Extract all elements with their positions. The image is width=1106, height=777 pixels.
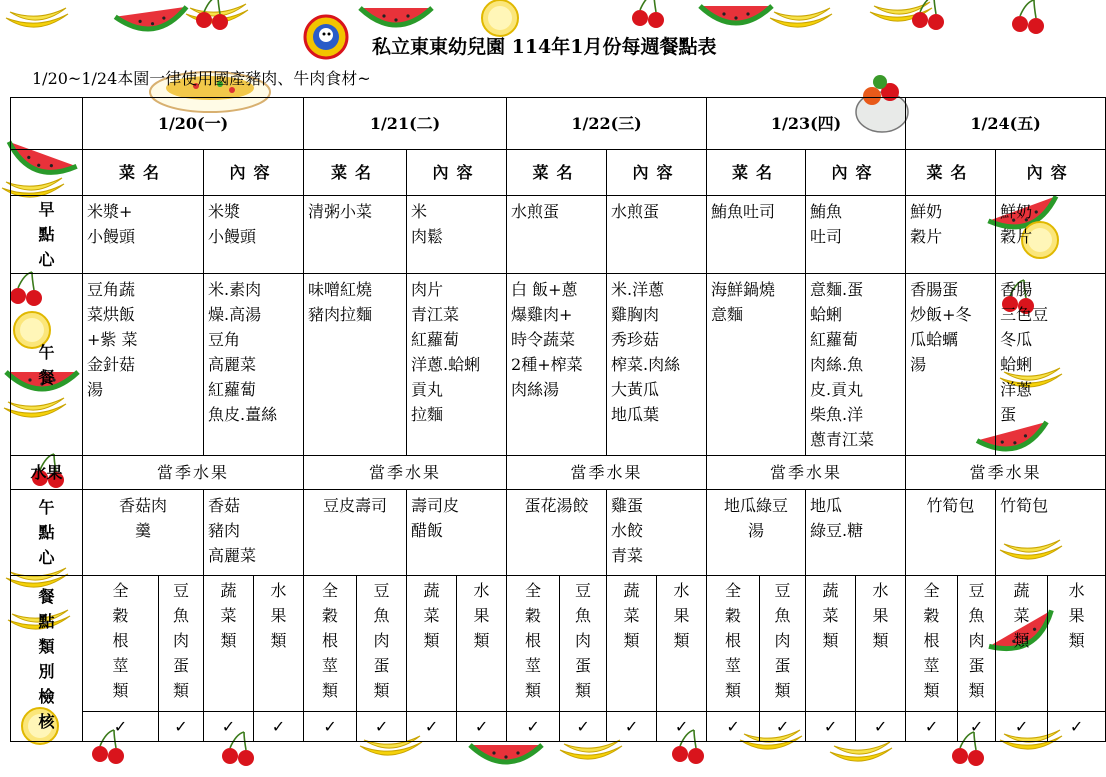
food-category-char: 根 (525, 631, 542, 650)
lunch-dish-line: 意麵 (711, 305, 744, 324)
weekly-menu-table (10, 97, 1106, 742)
snack-label (11, 490, 83, 576)
food-category-char: 肉 (575, 631, 592, 650)
food-category (507, 576, 560, 712)
lunch-dish-line: 白 飯+蔥 (511, 280, 578, 299)
food-category-char: 魚 (373, 606, 390, 625)
food-category-char: 蛋 (575, 656, 592, 675)
breakfast-dish (906, 196, 996, 274)
food-category-char: 豆 (968, 581, 985, 600)
lunch-dish-line: +紫 菜 (87, 330, 138, 349)
lunch-row (11, 274, 1106, 456)
snack-dish (507, 490, 607, 576)
corner-cell (11, 98, 83, 150)
food-category (760, 576, 806, 712)
food-category-char: 全 (525, 581, 542, 600)
food-category (657, 576, 707, 712)
food-category-char: 魚 (968, 606, 985, 625)
food-category-char: 蔬 (220, 581, 237, 600)
breakfast-dish-line: 穀片 (910, 227, 943, 246)
food-category-char: 豆 (373, 581, 390, 600)
food-category-char: 全 (322, 581, 339, 600)
food-category-char: 果 (673, 606, 690, 625)
check-mark: ✓ (457, 712, 507, 742)
lunch-dish-line: 炒飯+冬 (910, 305, 972, 324)
check-mark: ✓ (856, 712, 906, 742)
lunch-content (204, 274, 304, 456)
breakfast-label-char: 心 (38, 250, 55, 269)
lunch-content-line: 貢丸 (411, 380, 444, 399)
food-category (254, 576, 304, 712)
lunch-content-line: 雞胸肉 (611, 305, 660, 324)
food-category-char: 穀 (112, 606, 129, 625)
food-category-char: 穀 (923, 606, 940, 625)
lunch-dish-line: 2種+榨菜 (511, 355, 583, 374)
food-category-char: 水 (270, 581, 287, 600)
food-category (457, 576, 507, 712)
dish-header: 菜名 (707, 150, 806, 196)
food-category-char: 果 (473, 606, 490, 625)
food-category (304, 576, 357, 712)
food-category-char: 全 (725, 581, 742, 600)
lunch-content-line: 魚皮.薑絲 (208, 405, 278, 424)
food-category-char: 果 (270, 606, 287, 625)
snack-dish-line: 羹 (134, 521, 151, 540)
category-check-label-char: 核 (38, 711, 55, 731)
day-header: 1/21(二) (304, 98, 507, 150)
food-category-char: 水 (1068, 581, 1085, 600)
snack-content-line: 竹筍包 (1000, 496, 1049, 515)
breakfast-content-line: 鮮奶 (1000, 202, 1033, 221)
lunch-content-line: 三色豆 (1000, 305, 1049, 324)
lunch-content-line: 意麵.蛋 (810, 280, 864, 299)
snack-dish-line: 竹筍包 (926, 496, 975, 515)
check-mark: ✓ (254, 712, 304, 742)
breakfast-content (806, 196, 906, 274)
food-category-char: 水 (673, 581, 690, 600)
food-category-char: 蛋 (774, 656, 791, 675)
content-header: 內容 (806, 150, 906, 196)
food-category (607, 576, 657, 712)
lunch-dish-line: 豆角蔬 (87, 280, 136, 299)
lunch-dish (507, 274, 607, 456)
food-category-char: 類 (1013, 631, 1030, 650)
dish-header: 菜名 (83, 150, 204, 196)
lunch-content-line: 青江菜 (411, 305, 460, 324)
food-category (83, 576, 159, 712)
food-category-char: 果 (1068, 606, 1085, 625)
breakfast-row (11, 196, 1106, 274)
food-category-char: 肉 (774, 631, 791, 650)
food-category-char: 菜 (623, 606, 640, 625)
lunch-content-line: 米.洋蔥 (611, 280, 665, 299)
breakfast-dish (83, 196, 204, 274)
snack-content-line: 香菇 (208, 496, 241, 515)
content-header: 內容 (996, 150, 1106, 196)
check-mark: ✓ (806, 712, 856, 742)
food-category-char: 莖 (525, 656, 542, 675)
snack-dish-line: 地瓜綠豆 (724, 496, 789, 515)
food-category-char: 類 (923, 681, 940, 700)
lunch-content (996, 274, 1106, 456)
lunch-content-line: 柴魚.洋 (810, 405, 864, 424)
food-category-char: 類 (423, 631, 440, 650)
food-category-char: 肉 (172, 631, 189, 650)
food-category-char: 水 (872, 581, 889, 600)
food-category-char: 類 (725, 681, 742, 700)
food-category-char: 類 (172, 681, 189, 700)
content-header: 內容 (407, 150, 507, 196)
snack-content-line: 綠豆.糖 (810, 521, 864, 540)
lunch-content (607, 274, 707, 456)
lunch-content (407, 274, 507, 456)
food-category-char: 豆 (575, 581, 592, 600)
corner-cell (11, 150, 83, 196)
lunch-content-line: 洋蔥 (1000, 380, 1033, 399)
check-mark: ✓ (657, 712, 707, 742)
check-mark: ✓ (760, 712, 806, 742)
food-category-char: 豆 (172, 581, 189, 600)
check-mark: ✓ (607, 712, 657, 742)
food-category (204, 576, 254, 712)
lunch-content-line: 蛤蜊 (810, 305, 843, 324)
snack-dish-line: 香菇肉 (118, 496, 167, 515)
snack-label-char: 午 (38, 498, 55, 517)
food-category-char: 蛋 (373, 656, 390, 675)
snack-content-line: 青菜 (611, 546, 644, 565)
checkmark-row (11, 712, 1106, 742)
breakfast-content-line: 鮪魚 (810, 202, 843, 221)
snack-content (607, 490, 707, 576)
check-mark: ✓ (507, 712, 560, 742)
category-row (11, 576, 1106, 712)
breakfast-dish-line: 清粥小菜 (308, 202, 373, 221)
snack-content-line: 醋飯 (411, 521, 444, 540)
snack-content (806, 490, 906, 576)
dish-header: 菜名 (906, 150, 996, 196)
dish-header: 菜名 (304, 150, 407, 196)
food-category-char: 魚 (172, 606, 189, 625)
lunch-content-line: 皮.貢丸 (810, 380, 864, 399)
snack-dish-line: 豆皮壽司 (323, 496, 388, 515)
snack-content-line: 雞蛋 (611, 496, 644, 515)
food-category-char: 全 (112, 581, 129, 600)
food-category-char: 類 (525, 681, 542, 700)
fruit-cell: 當季水果 (906, 456, 1106, 490)
breakfast-dish (707, 196, 806, 274)
snack-row (11, 490, 1106, 576)
food-category-char: 豆 (774, 581, 791, 600)
food-category-char: 類 (575, 681, 592, 700)
lunch-label-char: 午 (38, 342, 55, 362)
lunch-content-line: 大黃瓜 (611, 380, 660, 399)
food-category (1048, 576, 1106, 712)
breakfast-dish-line: 米漿+ (87, 202, 133, 221)
check-mark: ✓ (304, 712, 357, 742)
lunch-dish-line: 味噌紅燒 (308, 280, 373, 299)
breakfast-label-char: 早 (38, 200, 55, 219)
food-category-char: 根 (322, 631, 339, 650)
breakfast-dish-line: 鮪魚吐司 (711, 202, 776, 221)
snack-content-line: 高麗菜 (208, 546, 257, 565)
breakfast-content-line: 肉鬆 (411, 227, 444, 246)
check-mark: ✓ (357, 712, 407, 742)
food-category-char: 類 (112, 681, 129, 700)
lunch-dish-line: 時令蔬菜 (511, 330, 576, 349)
food-category-char: 類 (623, 631, 640, 650)
category-check-label (11, 576, 83, 742)
food-category-char: 莖 (112, 656, 129, 675)
lunch-content-line: 秀珍菇 (611, 330, 660, 349)
breakfast-content-line: 米 (411, 202, 428, 221)
food-category-char: 蛋 (172, 656, 189, 675)
food-category (996, 576, 1048, 712)
snack-label-char: 點 (38, 523, 55, 542)
lunch-dish-line: 湯 (910, 355, 927, 374)
snack-content-line: 地瓜 (810, 496, 843, 515)
food-category-char: 類 (322, 681, 339, 700)
fruit-cell: 當季水果 (507, 456, 707, 490)
snack-dish (906, 490, 996, 576)
lunch-content-line: 香腸 (1000, 280, 1033, 299)
check-mark: ✓ (159, 712, 204, 742)
breakfast-content-line: 吐司 (810, 227, 843, 246)
food-category-char: 水 (473, 581, 490, 600)
lunch-dish-line: 湯 (87, 380, 104, 399)
food-category-char: 穀 (322, 606, 339, 625)
breakfast-content-line: 小饅頭 (208, 227, 257, 246)
breakfast-dish (304, 196, 407, 274)
breakfast-content-line: 穀片 (1000, 227, 1033, 246)
food-category-char: 根 (725, 631, 742, 650)
food-category-char: 穀 (725, 606, 742, 625)
lunch-content-line: 紅蘿蔔 (411, 330, 460, 349)
lunch-content-line: 洋蔥.蛤蜊 (411, 355, 481, 374)
breakfast-content-line: 米漿 (208, 202, 241, 221)
category-check-label-char: 別 (38, 661, 55, 681)
lunch-content-line: 高麗菜 (208, 355, 257, 374)
food-category-char: 全 (923, 581, 940, 600)
lunch-label (11, 274, 83, 456)
lunch-content-line: 肉片 (411, 280, 444, 299)
lunch-dish-line: 爆雞肉+ (511, 305, 573, 324)
food-category-char: 菜 (822, 606, 839, 625)
food-category-char: 蛋 (968, 656, 985, 675)
snack-content-line: 水餃 (611, 521, 644, 540)
food-category-char: 魚 (774, 606, 791, 625)
food-category-char: 類 (270, 631, 287, 650)
lunch-dish (304, 274, 407, 456)
lunch-content-line: 地瓜葉 (611, 405, 660, 424)
snack-dish-line: 蛋花湯餃 (524, 496, 589, 515)
day-header: 1/20(一) (83, 98, 304, 150)
check-mark: ✓ (958, 712, 996, 742)
breakfast-content (204, 196, 304, 274)
food-category-char: 菜 (220, 606, 237, 625)
dish-header: 菜名 (507, 150, 607, 196)
lunch-content-line: 豆角 (208, 330, 241, 349)
food-category-char: 菜 (423, 606, 440, 625)
content-header: 內容 (607, 150, 707, 196)
food-category-char: 莖 (322, 656, 339, 675)
lunch-content-line: 蔥青江菜 (810, 430, 875, 449)
lunch-content-line: 紅蘿蔔 (810, 330, 859, 349)
food-category-char: 肉 (373, 631, 390, 650)
food-category (856, 576, 906, 712)
check-mark: ✓ (83, 712, 159, 742)
category-check-label-char: 餐 (38, 586, 55, 606)
lunch-dish-line: 金針菇 (87, 355, 136, 374)
day-header: 1/24(五) (906, 98, 1106, 150)
snack-label-char: 心 (38, 548, 55, 567)
fruit-cell: 當季水果 (707, 456, 906, 490)
food-category-char: 類 (220, 631, 237, 650)
lunch-content (806, 274, 906, 456)
snack-content (204, 490, 304, 576)
food-category-char: 蔬 (623, 581, 640, 600)
food-category (560, 576, 607, 712)
day-header: 1/22(三) (507, 98, 707, 150)
food-category-char: 類 (822, 631, 839, 650)
breakfast-content (996, 196, 1106, 274)
lunch-content-line: 肉絲.魚 (810, 355, 864, 374)
lunch-content-line: 紅蘿蔔 (208, 380, 257, 399)
fruit-label: 水果 (11, 456, 83, 490)
lunch-content-line: 蛋 (1000, 405, 1017, 424)
page-title: 私立東東幼兒園 114年1月份每週餐點表 (372, 36, 717, 58)
check-mark: ✓ (560, 712, 607, 742)
food-category (407, 576, 457, 712)
food-category-char: 菜 (1013, 606, 1030, 625)
food-category-char: 肉 (968, 631, 985, 650)
breakfast-content (407, 196, 507, 274)
lunch-label-char: 餐 (38, 367, 55, 387)
food-category (357, 576, 407, 712)
lunch-content-line: 蛤蜊 (1000, 355, 1033, 374)
food-category-char: 根 (923, 631, 940, 650)
snack-dish (707, 490, 806, 576)
breakfast-dish-line: 鮮奶 (910, 202, 943, 221)
lunch-dish (906, 274, 996, 456)
check-mark: ✓ (407, 712, 457, 742)
lunch-dish-line: 香腸蛋 (910, 280, 959, 299)
date-row (11, 98, 1106, 150)
lunch-content-line: 冬瓜 (1000, 330, 1033, 349)
category-check-label-char: 檢 (38, 686, 55, 706)
food-category-char: 根 (112, 631, 129, 650)
food-category-char: 果 (872, 606, 889, 625)
day-header: 1/23(四) (707, 98, 906, 150)
food-category-char: 莖 (923, 656, 940, 675)
food-category (159, 576, 204, 712)
food-category-char: 蔬 (822, 581, 839, 600)
category-check-label-char: 類 (38, 636, 55, 656)
lunch-dish-line: 瓜蛤蠣 (910, 330, 959, 349)
food-category-char: 蔬 (1013, 581, 1030, 600)
breakfast-label-char: 點 (38, 225, 55, 244)
food-category (958, 576, 996, 712)
snack-content (996, 490, 1106, 576)
snack-dish (304, 490, 407, 576)
food-category (806, 576, 856, 712)
food-category (906, 576, 958, 712)
lunch-dish-line: 肉絲湯 (511, 380, 560, 399)
snack-content (407, 490, 507, 576)
snack-dish-line: 湯 (748, 521, 765, 540)
snack-dish (83, 490, 204, 576)
check-mark: ✓ (204, 712, 254, 742)
content-header: 內容 (204, 150, 304, 196)
food-category-char: 類 (968, 681, 985, 700)
snack-content-line: 豬肉 (208, 521, 241, 540)
lunch-content-line: 拉麵 (411, 405, 444, 424)
fruit-row (11, 456, 1106, 490)
lunch-dish-line: 海鮮鍋燒 (711, 280, 776, 299)
lunch-dish-line: 豬肉拉麵 (308, 305, 373, 324)
breakfast-content (607, 196, 707, 274)
lunch-content-line: 燥.高湯 (208, 305, 262, 324)
food-category-char: 魚 (575, 606, 592, 625)
food-category-char: 蔬 (423, 581, 440, 600)
food-category-char: 類 (1068, 631, 1085, 650)
food-category-char: 穀 (525, 606, 542, 625)
breakfast-content-line: 水煎蛋 (611, 202, 660, 221)
food-category-char: 類 (872, 631, 889, 650)
breakfast-dish (507, 196, 607, 274)
check-mark: ✓ (996, 712, 1048, 742)
column-header-row (11, 150, 1106, 196)
lunch-dish (707, 274, 806, 456)
food-category-char: 類 (774, 681, 791, 700)
category-check-label-char: 點 (38, 611, 55, 631)
breakfast-dish-line: 小饅頭 (87, 227, 136, 246)
food-category (707, 576, 760, 712)
lunch-dish-line: 菜烘飯 (87, 305, 136, 324)
lunch-content-line: 米.素肉 (208, 280, 262, 299)
fruit-cell: 當季水果 (304, 456, 507, 490)
food-category-char: 莖 (725, 656, 742, 675)
food-category-char: 類 (373, 681, 390, 700)
breakfast-label (11, 196, 83, 274)
breakfast-dish-line: 水煎蛋 (511, 202, 560, 221)
food-category-char: 類 (673, 631, 690, 650)
check-mark: ✓ (1048, 712, 1106, 742)
food-category-char: 類 (473, 631, 490, 650)
check-mark: ✓ (707, 712, 760, 742)
notice-text: 1/20~1/24本園一律使用國產豬肉、牛肉食材~ (32, 69, 371, 88)
check-mark: ✓ (906, 712, 958, 742)
kindergarten-logo (302, 14, 350, 60)
lunch-dish (83, 274, 204, 456)
lunch-content-line: 榨菜.肉絲 (611, 355, 681, 374)
fruit-cell: 當季水果 (83, 456, 304, 490)
snack-content-line: 壽司皮 (411, 496, 460, 515)
